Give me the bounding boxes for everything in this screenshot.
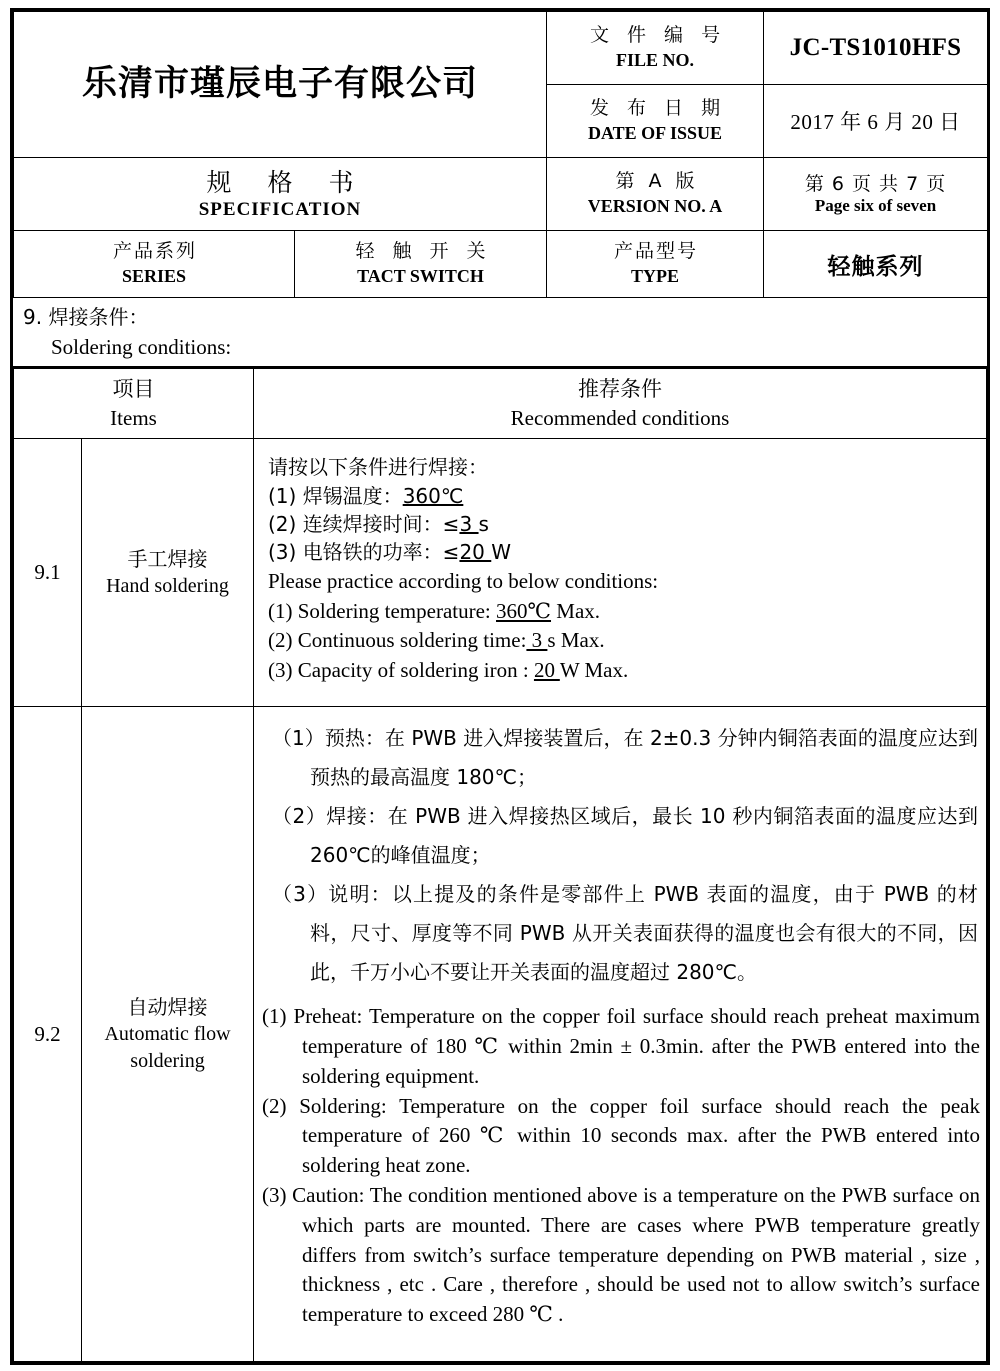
file-no-label-cn: 文 件 编 号 <box>589 24 727 47</box>
specification-label-cn: 规 格 书 <box>206 167 368 197</box>
spacer <box>254 992 986 1002</box>
hand-soldering-en-item-1 <box>268 597 972 627</box>
row-conditions-9-1 <box>254 439 987 707</box>
document-border <box>10 8 990 1365</box>
file-no-label-en: FILE NO. <box>616 50 695 71</box>
hand-soldering-en-item-2 <box>268 626 972 656</box>
table-header-row <box>14 369 987 439</box>
document-header-table <box>13 11 988 298</box>
hand-en-1-label: (1) Soldering temperature: <box>268 598 497 623</box>
hand-soldering-cn-item-2 <box>268 510 972 538</box>
table-row <box>14 439 987 707</box>
row-number-9-1: 9.1 <box>14 439 82 707</box>
hand-cn-3-suffix: W <box>491 540 512 565</box>
row-number-9-2: 9.2 <box>14 707 82 1362</box>
hand-en-3-value: 20 <box>533 658 560 683</box>
hand-soldering-cn-item-1 <box>268 482 972 510</box>
auto-soldering-en-para-2: (2) Soldering: Temperature on the copper foil surface should reach the peak temperature of 260 ℃ within 10 seconds max. after the PWB entered into soldering heat zone. <box>262 1093 980 1178</box>
column-header-conditions-en: Recommended conditions <box>510 405 730 430</box>
hand-soldering-cn-item-3 <box>268 538 972 566</box>
hand-cn-2-suffix: s <box>478 511 489 536</box>
header-row-specification <box>14 158 988 231</box>
auto-soldering-cn-para-3: （3）说明：以上提及的条件是零部件上 PWB 表面的温度，由于 PWB 的材料，尺寸、厚度等不同 PWB 从开关表面获得的温度也会有很大的不同，因此，千万小心不要让开关表面的温度超过 280℃。 <box>272 882 978 985</box>
date-of-issue-label-cn: 发 布 日 期 <box>589 97 727 120</box>
row-item-label-en-line1: Automatic flow <box>104 1023 231 1046</box>
hand-cn-3-value: 20 <box>459 540 492 565</box>
date-of-issue-label-en: DATE OF ISSUE <box>587 123 723 144</box>
hand-en-2-label: (2) Continuous soldering time: <box>268 628 527 653</box>
version-label-cn: 第 A 版 <box>615 170 699 193</box>
column-header-items-cn: 项目 <box>112 377 155 402</box>
row-item-9-1 <box>82 439 254 707</box>
series-value-cn: 轻 触 开 关 <box>355 240 492 263</box>
section-title-en: Soldering conditions: <box>51 335 232 359</box>
soldering-conditions-table <box>13 368 987 1362</box>
auto-soldering-en-para-3: (3) Caution: The condition mentioned above is a temperature on the PWB surface on which parts are mounted. There are cases where PWB temperature greatly differs from switch’s surface temperature depending on PWB material , size , thickness , etc . Care , therefore , should be used not to allow switch’s surface temperature to exceed 280 ℃ . <box>262 1183 980 1327</box>
column-header-items-en: Items <box>110 405 157 430</box>
page-number-en: Page six of seven <box>814 196 937 216</box>
hand-en-2-suffix: s Max. <box>547 628 605 653</box>
series-label-en: SERIES <box>121 266 187 287</box>
row-item-label-cn: 自动焊接 <box>127 995 208 1020</box>
hand-en-2-value: 3 <box>526 628 548 653</box>
series-value-en: TACT SWITCH <box>357 266 484 287</box>
page-number-cn: 第 6 页 共 7 页 <box>804 172 947 195</box>
row-item-label-cn: 手工焊接 <box>127 547 208 572</box>
column-header-conditions-cn: 推荐条件 <box>578 377 662 402</box>
section-title-cn: 9. 焊接条件： <box>23 305 149 329</box>
header-row-series-type <box>14 231 988 298</box>
section-title-block <box>13 298 987 368</box>
table-row <box>14 707 987 1362</box>
row-item-label-en-line2: soldering <box>130 1050 205 1073</box>
hand-cn-1-label: (1) 焊锡温度： <box>268 483 403 508</box>
hand-en-3-label: (3) Capacity of soldering iron : <box>268 658 534 683</box>
row-conditions-9-2 <box>254 707 987 1362</box>
type-label-en: TYPE <box>631 266 680 287</box>
hand-en-3-suffix: W Max. <box>559 658 629 683</box>
file-no-value: JC-TS1010HFS <box>764 12 988 85</box>
type-label-cn: 产品型号 <box>614 240 699 263</box>
row-item-label-en: Hand soldering <box>106 575 229 598</box>
auto-soldering-cn-para-2: （2）焊接：在 PWB 进入焊接热区域后，最长 10 秒内铜箔表面的温度应达到 260℃的峰值温度； <box>272 804 978 868</box>
hand-soldering-en-intro: Please practice according to below conditions: <box>268 568 659 593</box>
auto-soldering-en-para-1: (1) Preheat: Temperature on the copper foil surface should reach preheat maximum temperature of 180 ℃ within 2min ± 0.3min. after the PWB entered into the soldering equipment. <box>262 1004 980 1088</box>
hand-en-1-suffix: Max. <box>551 598 601 623</box>
header-row-file-no <box>14 12 988 85</box>
hand-cn-3-label: (3) 电铬铁的功率：≤ <box>268 540 460 565</box>
hand-cn-2-value: 3 <box>459 511 479 536</box>
auto-soldering-cn-para-1: （1）预热：在 PWB 进入焊接装置后，在 2±0.3 分钟内铜箔表面的温度应达到预热的最高温度 180℃； <box>272 726 978 790</box>
series-label-cn: 产品系列 <box>112 240 197 263</box>
version-label-en: VERSION NO. A <box>587 196 723 217</box>
hand-soldering-cn-intro: 请按以下条件进行焊接： <box>268 455 488 480</box>
hand-en-1-value: 360℃ <box>496 598 552 623</box>
date-of-issue-value: 2017 年 6 月 20 日 <box>764 85 988 158</box>
company-name: 乐清市瑾辰电子有限公司 <box>14 12 547 158</box>
type-value: 轻触系列 <box>764 231 988 298</box>
hand-cn-2-label: (2) 连续焊接时间：≤ <box>268 511 460 536</box>
specification-label-en: SPECIFICATION <box>198 199 362 221</box>
hand-soldering-en-item-3 <box>268 656 972 686</box>
row-item-9-2 <box>82 707 254 1362</box>
hand-cn-1-value: 360℃ <box>402 483 464 508</box>
